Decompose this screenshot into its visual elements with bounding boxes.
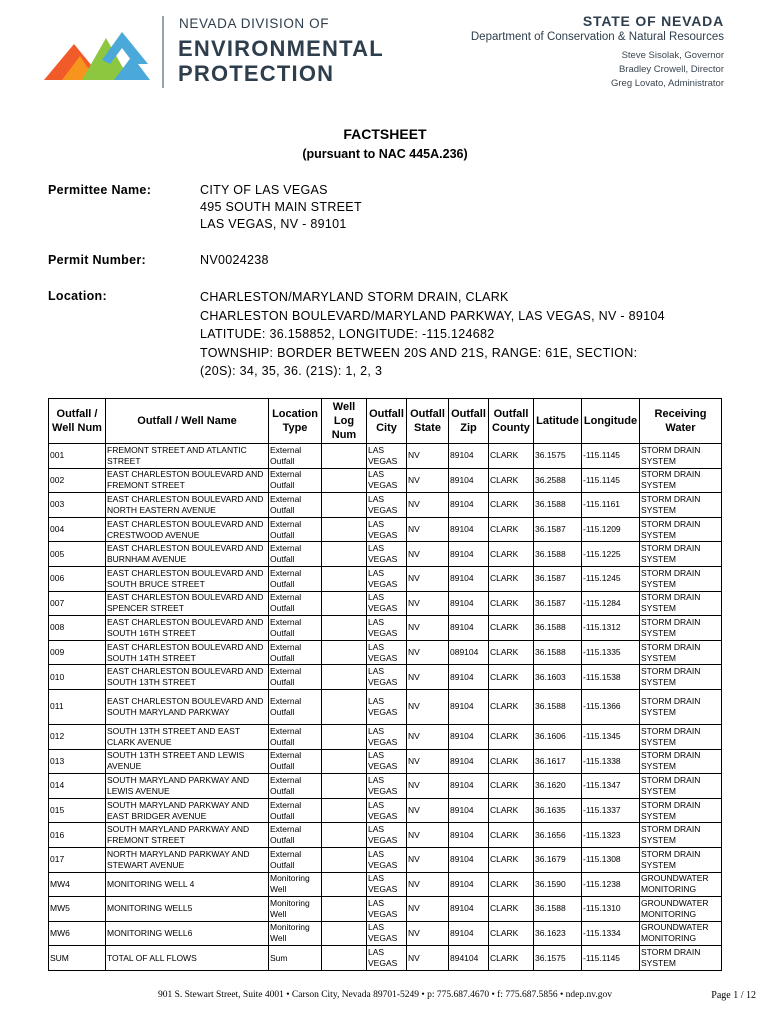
table-row	[49, 468, 722, 493]
cell-county: CLARK	[489, 847, 534, 872]
permittee-label: Permittee Name:	[48, 183, 152, 197]
table-row	[49, 946, 722, 971]
cell-latitude: 36.1588	[534, 640, 582, 665]
cell-location-type: Monitoring Well	[269, 897, 322, 922]
cell-latitude: 36.2588	[534, 468, 582, 493]
cell-location-type: External Outfall	[269, 493, 322, 518]
table-row	[49, 566, 722, 591]
header-latitude: Latitude	[534, 399, 582, 444]
cell-well-log	[322, 591, 367, 616]
cell-longitude: -115.1145	[582, 444, 640, 469]
header-receiving-water: Receiving Water	[640, 399, 722, 444]
agency-line-1: ENVIRONMENTAL	[178, 36, 384, 61]
cell-receiving-water: STORM DRAIN SYSTEM	[640, 724, 722, 749]
cell-latitude: 36.1603	[534, 665, 582, 690]
table-row	[49, 872, 722, 897]
cell-zip: 89104	[449, 566, 489, 591]
cell-zip: 89104	[449, 749, 489, 774]
table-row	[49, 591, 722, 616]
cell-longitude: -115.1238	[582, 872, 640, 897]
table-row	[49, 823, 722, 848]
cell-city: LAS VEGAS	[367, 493, 407, 518]
cell-receiving-water: STORM DRAIN SYSTEM	[640, 689, 722, 724]
cell-county: CLARK	[489, 798, 534, 823]
cell-state: NV	[407, 749, 449, 774]
header-state: Outfall State	[407, 399, 449, 444]
cell-city: LAS VEGAS	[367, 444, 407, 469]
logo-divider	[162, 16, 164, 88]
cell-zip: 89104	[449, 872, 489, 897]
cell-latitude: 36.1606	[534, 724, 582, 749]
cell-city: LAS VEGAS	[367, 921, 407, 946]
cell-latitude: 36.1588	[534, 542, 582, 567]
cell-county: CLARK	[489, 665, 534, 690]
location-line: LATITUDE: 36.158852, LONGITUDE: -115.124682	[200, 327, 495, 341]
cell-well-name: EAST CHARLESTON BOULEVARD AND SOUTH 14TH STREET	[106, 640, 269, 665]
cell-receiving-water: STORM DRAIN SYSTEM	[640, 774, 722, 799]
table-row	[49, 640, 722, 665]
location-line: TOWNSHIP: BORDER BETWEEN 20S AND 21S, RANGE: 61E, SECTION:	[200, 345, 638, 360]
cell-well-log	[322, 749, 367, 774]
permittee-line: LAS VEGAS, NV - 89101	[200, 217, 347, 231]
cell-well-log	[322, 921, 367, 946]
cell-location-type: External Outfall	[269, 798, 322, 823]
table-row	[49, 921, 722, 946]
cell-receiving-water: STORM DRAIN SYSTEM	[640, 946, 722, 971]
cell-longitude: -115.1145	[582, 468, 640, 493]
permittee-value	[200, 182, 362, 233]
cell-well-log	[322, 823, 367, 848]
cell-zip: 89104	[449, 591, 489, 616]
cell-latitude: 36.1575	[534, 444, 582, 469]
cell-well-name: EAST CHARLESTON BOULEVARD AND NORTH EASTERN AVENUE	[106, 493, 269, 518]
footer-address: 901 S. Stewart Street, Suite 4001 • Carson City, Nevada 89701-5249 • p: 775.687.4670 • f: 775.687.5856 • ndep.nv.gov	[157, 990, 613, 1000]
cell-county: CLARK	[489, 823, 534, 848]
cell-county: CLARK	[489, 946, 534, 971]
cell-county: CLARK	[489, 542, 534, 567]
cell-state: NV	[407, 774, 449, 799]
location-line: CHARLESTON BOULEVARD/MARYLAND PARKWAY, LAS VEGAS, NV - 89104	[200, 308, 665, 323]
cell-location-type: Monitoring Well	[269, 872, 322, 897]
cell-state: NV	[407, 921, 449, 946]
cell-city: LAS VEGAS	[367, 591, 407, 616]
table-row	[49, 689, 722, 724]
cell-receiving-water: STORM DRAIN SYSTEM	[640, 444, 722, 469]
cell-city: LAS VEGAS	[367, 774, 407, 799]
cell-latitude: 36.1575	[534, 946, 582, 971]
cell-well-num: 011	[49, 689, 106, 724]
cell-well-num: 012	[49, 724, 106, 749]
officials	[471, 49, 724, 91]
cell-county: CLARK	[489, 493, 534, 518]
cell-well-log	[322, 542, 367, 567]
agency-label-big	[178, 36, 384, 86]
cell-longitude: -115.1312	[582, 616, 640, 641]
cell-state: NV	[407, 689, 449, 724]
cell-well-name: SOUTH 13TH STREET AND EAST CLARK AVENUE	[106, 724, 269, 749]
cell-longitude: -115.1366	[582, 689, 640, 724]
governor: Steve Sisolak, Governor	[621, 50, 724, 61]
table-row	[49, 774, 722, 799]
cell-city: LAS VEGAS	[367, 665, 407, 690]
cell-zip: 89104	[449, 468, 489, 493]
cell-well-num: 008	[49, 616, 106, 641]
cell-city: LAS VEGAS	[367, 897, 407, 922]
cell-longitude: -115.1308	[582, 847, 640, 872]
cell-county: CLARK	[489, 468, 534, 493]
cell-zip: 89104	[449, 798, 489, 823]
table-row	[49, 897, 722, 922]
cell-longitude: -115.1145	[582, 946, 640, 971]
cell-longitude: -115.1209	[582, 517, 640, 542]
table-row	[49, 616, 722, 641]
cell-city: LAS VEGAS	[367, 946, 407, 971]
cell-receiving-water: STORM DRAIN SYSTEM	[640, 749, 722, 774]
cell-county: CLARK	[489, 921, 534, 946]
cell-receiving-water: STORM DRAIN SYSTEM	[640, 542, 722, 567]
cell-county: CLARK	[489, 640, 534, 665]
cell-receiving-water: STORM DRAIN SYSTEM	[640, 798, 722, 823]
location-line: CHARLESTON/MARYLAND STORM DRAIN, CLARK	[200, 290, 509, 304]
cell-zip: 89104	[449, 724, 489, 749]
director: Bradley Crowell, Director	[618, 64, 724, 75]
cell-latitude: 36.1620	[534, 774, 582, 799]
cell-county: CLARK	[489, 724, 534, 749]
cell-well-log	[322, 640, 367, 665]
cell-zip: 89104	[449, 897, 489, 922]
cell-well-num: 009	[49, 640, 106, 665]
cell-well-log	[322, 517, 367, 542]
cell-zip: 89104	[449, 444, 489, 469]
agency-label-small: NEVADA DIVISION OF	[179, 16, 330, 31]
cell-well-num: 002	[49, 468, 106, 493]
cell-county: CLARK	[489, 749, 534, 774]
cell-latitude: 36.1587	[534, 517, 582, 542]
cell-state: NV	[407, 724, 449, 749]
cell-longitude: -115.1310	[582, 897, 640, 922]
cell-well-name: EAST CHARLESTON BOULEVARD AND SOUTH MARYLAND PARKWAY	[106, 689, 269, 724]
cell-latitude: 36.1588	[534, 897, 582, 922]
header-well-log: Well Log Num	[322, 399, 367, 444]
cell-longitude: -115.1347	[582, 774, 640, 799]
cell-state: NV	[407, 566, 449, 591]
cell-well-name: EAST CHARLESTON BOULEVARD AND CRESTWOOD AVENUE	[106, 517, 269, 542]
permittee-line: CITY OF LAS VEGAS	[200, 183, 328, 197]
cell-receiving-water: STORM DRAIN SYSTEM	[640, 493, 722, 518]
permit-number-value: NV0024238	[200, 253, 269, 267]
table-header-row	[49, 399, 722, 444]
cell-receiving-water: STORM DRAIN SYSTEM	[640, 616, 722, 641]
cell-well-name: SOUTH MARYLAND PARKWAY AND FREMONT STREET	[106, 823, 269, 848]
cell-location-type: External Outfall	[269, 774, 322, 799]
cell-well-num: MW5	[49, 897, 106, 922]
cell-zip: 89104	[449, 517, 489, 542]
cell-well-log	[322, 897, 367, 922]
cell-well-name: EAST CHARLESTON BOULEVARD AND BURNHAM AVENUE	[106, 542, 269, 567]
cell-receiving-water: GROUNDWATER MONITORING	[640, 897, 722, 922]
cell-well-name: EAST CHARLESTON BOULEVARD AND SOUTH BRUCE STREET	[106, 566, 269, 591]
table-body	[49, 444, 722, 971]
cell-well-log	[322, 872, 367, 897]
cell-city: LAS VEGAS	[367, 749, 407, 774]
mountain-logo-icon	[44, 30, 152, 88]
cell-well-log	[322, 724, 367, 749]
cell-well-num: MW4	[49, 872, 106, 897]
cell-receiving-water: GROUNDWATER MONITORING	[640, 921, 722, 946]
cell-zip: 89104	[449, 542, 489, 567]
cell-well-name: MONITORING WELL5	[106, 897, 269, 922]
cell-city: LAS VEGAS	[367, 689, 407, 724]
cell-county: CLARK	[489, 566, 534, 591]
cell-zip: 89104	[449, 493, 489, 518]
cell-well-log	[322, 798, 367, 823]
cell-well-name: SOUTH MARYLAND PARKWAY AND LEWIS AVENUE	[106, 774, 269, 799]
cell-location-type: External Outfall	[269, 665, 322, 690]
header-longitude: Longitude	[582, 399, 640, 444]
cell-state: NV	[407, 444, 449, 469]
cell-receiving-water: STORM DRAIN SYSTEM	[640, 823, 722, 848]
cell-location-type: External Outfall	[269, 749, 322, 774]
cell-county: CLARK	[489, 872, 534, 897]
ndep-logo	[44, 14, 404, 94]
cell-zip: 89104	[449, 921, 489, 946]
cell-well-log	[322, 689, 367, 724]
cell-state: NV	[407, 591, 449, 616]
cell-county: CLARK	[489, 616, 534, 641]
cell-well-num: 004	[49, 517, 106, 542]
cell-receiving-water: STORM DRAIN SYSTEM	[640, 665, 722, 690]
cell-well-num: 015	[49, 798, 106, 823]
location-label: Location:	[48, 289, 107, 303]
cell-state: NV	[407, 517, 449, 542]
administrator: Greg Lovato, Administrator	[611, 78, 724, 89]
cell-location-type: External Outfall	[269, 591, 322, 616]
header-location-type: Location Type	[269, 399, 322, 444]
cell-latitude: 36.1635	[534, 798, 582, 823]
cell-city: LAS VEGAS	[367, 468, 407, 493]
cell-state: NV	[407, 872, 449, 897]
cell-state: NV	[407, 897, 449, 922]
cell-well-num: 007	[49, 591, 106, 616]
cell-latitude: 36.1587	[534, 591, 582, 616]
cell-city: LAS VEGAS	[367, 798, 407, 823]
cell-well-num: 014	[49, 774, 106, 799]
cell-latitude: 36.1587	[534, 566, 582, 591]
permittee-line: 495 SOUTH MAIN STREET	[200, 200, 362, 214]
cell-well-name: SOUTH 13TH STREET AND LEWIS AVENUE	[106, 749, 269, 774]
cell-well-num: MW6	[49, 921, 106, 946]
header-well-num: Outfall / Well Num	[49, 399, 106, 444]
page-title: FACTSHEET	[343, 126, 427, 142]
cell-location-type: External Outfall	[269, 468, 322, 493]
cell-well-log	[322, 468, 367, 493]
cell-well-name: EAST CHARLESTON BOULEVARD AND SOUTH 13TH STREET	[106, 665, 269, 690]
cell-well-name: TOTAL OF ALL FLOWS	[106, 946, 269, 971]
department-name: Department of Conservation & Natural Resources	[470, 31, 724, 43]
cell-receiving-water: STORM DRAIN SYSTEM	[640, 468, 722, 493]
header-city: Outfall City	[367, 399, 407, 444]
cell-city: LAS VEGAS	[367, 823, 407, 848]
cell-latitude: 36.1623	[534, 921, 582, 946]
table-row	[49, 847, 722, 872]
cell-location-type: External Outfall	[269, 640, 322, 665]
cell-well-name: EAST CHARLESTON BOULEVARD AND SOUTH 16TH STREET	[106, 616, 269, 641]
cell-longitude: -115.1225	[582, 542, 640, 567]
cell-longitude: -115.1161	[582, 493, 640, 518]
cell-well-log	[322, 616, 367, 641]
cell-city: LAS VEGAS	[367, 847, 407, 872]
agency-line-2: PROTECTION	[178, 61, 335, 86]
cell-zip: 89104	[449, 689, 489, 724]
cell-well-num: 010	[49, 665, 106, 690]
cell-latitude: 36.1588	[534, 493, 582, 518]
cell-well-num: 017	[49, 847, 106, 872]
location-value	[200, 288, 665, 381]
cell-latitude: 36.1588	[534, 616, 582, 641]
cell-well-log	[322, 444, 367, 469]
table-row	[49, 493, 722, 518]
cell-well-name: MONITORING WELL6	[106, 921, 269, 946]
cell-well-num: 016	[49, 823, 106, 848]
cell-well-log	[322, 665, 367, 690]
cell-well-log	[322, 566, 367, 591]
cell-state: NV	[407, 847, 449, 872]
cell-city: LAS VEGAS	[367, 872, 407, 897]
cell-city: LAS VEGAS	[367, 724, 407, 749]
cell-county: CLARK	[489, 517, 534, 542]
cell-well-num: SUM	[49, 946, 106, 971]
header-zip: Outfall Zip	[449, 399, 489, 444]
cell-location-type: External Outfall	[269, 542, 322, 567]
cell-longitude: -115.1338	[582, 749, 640, 774]
cell-location-type: External Outfall	[269, 616, 322, 641]
state-header	[471, 13, 724, 91]
table-row	[49, 798, 722, 823]
cell-city: LAS VEGAS	[367, 542, 407, 567]
cell-location-type: External Outfall	[269, 689, 322, 724]
cell-city: LAS VEGAS	[367, 640, 407, 665]
cell-longitude: -115.1323	[582, 823, 640, 848]
header-well-name: Outfall / Well Name	[106, 399, 269, 444]
cell-well-log	[322, 774, 367, 799]
cell-county: CLARK	[489, 774, 534, 799]
cell-well-name: FREMONT STREET AND ATLANTIC STREET	[106, 444, 269, 469]
cell-longitude: -115.1335	[582, 640, 640, 665]
cell-location-type: External Outfall	[269, 444, 322, 469]
cell-well-num: 001	[49, 444, 106, 469]
cell-well-log	[322, 493, 367, 518]
table-row	[49, 724, 722, 749]
cell-receiving-water: STORM DRAIN SYSTEM	[640, 640, 722, 665]
cell-latitude: 36.1679	[534, 847, 582, 872]
cell-well-name: MONITORING WELL 4	[106, 872, 269, 897]
cell-longitude: -115.1284	[582, 591, 640, 616]
cell-receiving-water: STORM DRAIN SYSTEM	[640, 517, 722, 542]
cell-state: NV	[407, 946, 449, 971]
cell-county: CLARK	[489, 444, 534, 469]
cell-location-type: External Outfall	[269, 847, 322, 872]
cell-city: LAS VEGAS	[367, 616, 407, 641]
cell-zip: 894104	[449, 946, 489, 971]
table-row	[49, 542, 722, 567]
cell-county: CLARK	[489, 897, 534, 922]
state-title: STATE OF NEVADA	[582, 13, 724, 29]
cell-location-type: External Outfall	[269, 517, 322, 542]
cell-location-type: External Outfall	[269, 724, 322, 749]
cell-receiving-water: STORM DRAIN SYSTEM	[640, 566, 722, 591]
cell-zip: 89104	[449, 774, 489, 799]
cell-zip: 89104	[449, 823, 489, 848]
cell-well-log	[322, 946, 367, 971]
cell-longitude: -115.1334	[582, 921, 640, 946]
cell-well-num: 006	[49, 566, 106, 591]
cell-latitude: 36.1588	[534, 689, 582, 724]
cell-location-type: External Outfall	[269, 823, 322, 848]
outfall-table	[48, 398, 722, 971]
cell-longitude: -115.1245	[582, 566, 640, 591]
cell-county: CLARK	[489, 591, 534, 616]
cell-latitude: 36.1656	[534, 823, 582, 848]
cell-state: NV	[407, 640, 449, 665]
page-number: Page 1 / 12	[711, 990, 756, 1001]
cell-receiving-water: STORM DRAIN SYSTEM	[640, 591, 722, 616]
cell-zip: 89104	[449, 616, 489, 641]
cell-longitude: -115.1345	[582, 724, 640, 749]
cell-well-name: NORTH MARYLAND PARKWAY AND STEWART AVENUE	[106, 847, 269, 872]
cell-well-num: 013	[49, 749, 106, 774]
cell-location-type: External Outfall	[269, 566, 322, 591]
cell-state: NV	[407, 468, 449, 493]
cell-location-type: Sum	[269, 946, 322, 971]
cell-longitude: -115.1538	[582, 665, 640, 690]
cell-zip: 89104	[449, 847, 489, 872]
permit-number-label: Permit Number:	[48, 253, 146, 267]
cell-well-num: 005	[49, 542, 106, 567]
cell-county: CLARK	[489, 689, 534, 724]
cell-latitude: 36.1590	[534, 872, 582, 897]
cell-zip: 89104	[449, 665, 489, 690]
table-row	[49, 444, 722, 469]
cell-well-name: SOUTH MARYLAND PARKWAY AND EAST BRIDGER AVENUE	[106, 798, 269, 823]
table-row	[49, 517, 722, 542]
cell-state: NV	[407, 665, 449, 690]
cell-receiving-water: GROUNDWATER MONITORING	[640, 872, 722, 897]
cell-state: NV	[407, 542, 449, 567]
cell-state: NV	[407, 823, 449, 848]
cell-location-type: Monitoring Well	[269, 921, 322, 946]
cell-state: NV	[407, 493, 449, 518]
table-row	[49, 749, 722, 774]
cell-well-num: 003	[49, 493, 106, 518]
cell-state: NV	[407, 798, 449, 823]
location-line: (20S): 34, 35, 36. (21S): 1, 2, 3	[200, 364, 383, 378]
cell-well-log	[322, 847, 367, 872]
page-subtitle: (pursuant to NAC 445A.236)	[302, 147, 468, 161]
cell-latitude: 36.1617	[534, 749, 582, 774]
cell-state: NV	[407, 616, 449, 641]
cell-zip: 089104	[449, 640, 489, 665]
cell-receiving-water: STORM DRAIN SYSTEM	[640, 847, 722, 872]
table-row	[49, 665, 722, 690]
header-county: Outfall County	[489, 399, 534, 444]
cell-longitude: -115.1337	[582, 798, 640, 823]
cell-city: LAS VEGAS	[367, 517, 407, 542]
cell-well-name: EAST CHARLESTON BOULEVARD AND FREMONT STREET	[106, 468, 269, 493]
cell-city: LAS VEGAS	[367, 566, 407, 591]
cell-well-name: EAST CHARLESTON BOULEVARD AND SPENCER STREET	[106, 591, 269, 616]
